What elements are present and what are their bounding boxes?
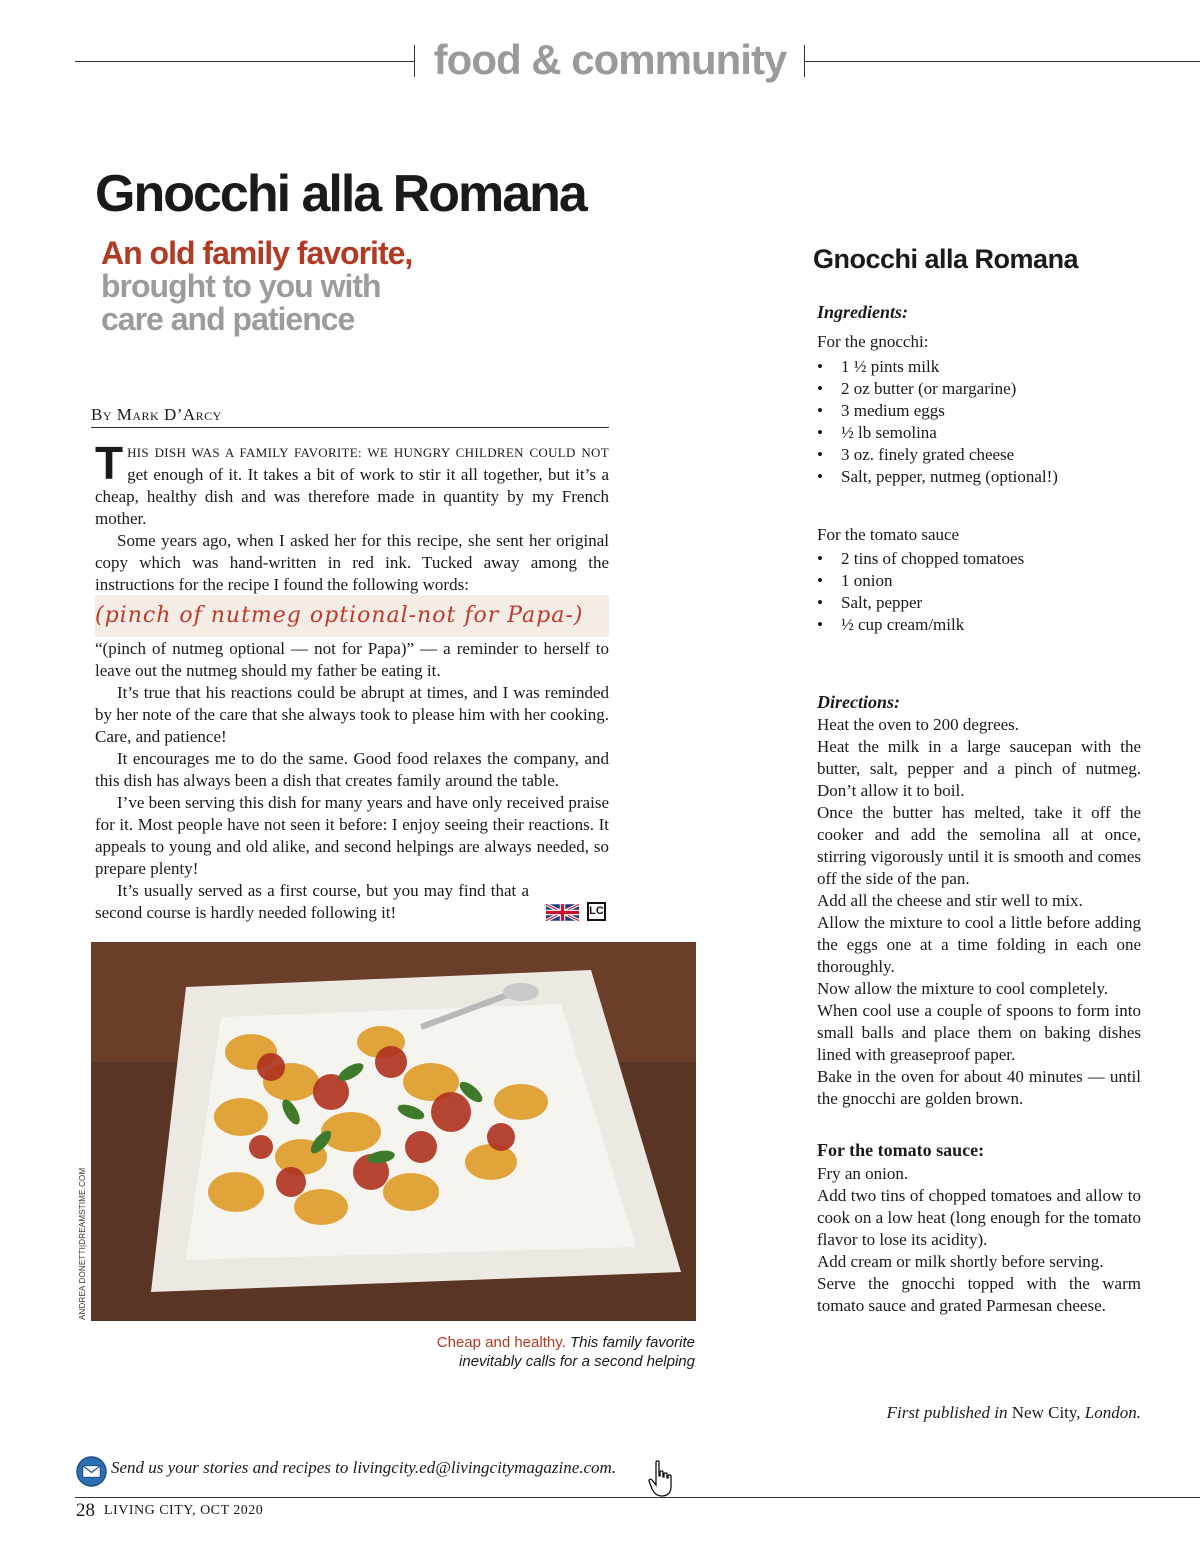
- gnocchi-label: For the gnocchi:: [817, 332, 929, 351]
- gnocchi-ingredients: [817, 356, 1058, 488]
- article-body-top: [95, 437, 609, 596]
- list-item: • Salt, pepper, nutmeg (optional!): [817, 466, 1058, 488]
- header-tick-left: [414, 45, 415, 77]
- footer-rule: [75, 1497, 1200, 1498]
- lead-in: HIS DISH WAS A FAMILY FAVORITE: WE HUNGRY CHILDREN COULD NOT: [127, 445, 609, 460]
- handwritten-note: (pinch of nutmeg optional-not for Papa-): [95, 595, 609, 637]
- send-stories-link[interactable]: Send us your stories and recipes to livingcity.ed@livingcitymagazine.com.: [111, 1458, 617, 1477]
- directions-list: [817, 714, 1141, 1110]
- direction-step: Allow the mixture to cool a little before adding the eggs one at a time folding in each one thoroughly.: [817, 913, 1141, 976]
- photo-credit: ANDREA DONETTI|DREAMSTIME.COM: [78, 1167, 87, 1320]
- direction-step: Now allow the mixture to cool completely.: [817, 979, 1109, 998]
- paragraph: [95, 437, 609, 530]
- byline: By Mark D’Arcy: [91, 405, 609, 428]
- published-note: [780, 1403, 1141, 1423]
- direction-step: Bake in the oven for about 40 minutes — until the gnocchi are golden brown.: [817, 1067, 1141, 1108]
- paragraph: It’s true that his reactions could be abrupt at times, and I was reminded by her note of the care that she always took to please him with her cooking. Care, and patience!: [95, 683, 609, 746]
- deck-line: An old family favorite,: [101, 235, 413, 271]
- paragraph: “(pinch of nutmeg optional — not for Papa)” — a reminder to herself to leave out the nutmeg should my father be eating it.: [95, 639, 609, 680]
- direction-step: Serve the gnocchi topped with the warm tomato sauce and grated Parmesan cheese.: [817, 1274, 1141, 1315]
- paragraph: I’ve been serving this dish for many years and have only received praise for it. Most people have not seen it before: I enjoy seeing their reactions. It appeals to young and old alike, and second helpings are always needed, so prepare plenty!: [95, 793, 609, 878]
- ingredients-heading: Ingredients:: [817, 302, 909, 322]
- header-rule-right: [805, 61, 1200, 62]
- magazine-issue: LIVING CITY, OCT 2020: [104, 1503, 264, 1518]
- list-item: • 2 tins of chopped tomatoes: [817, 548, 1024, 570]
- direction-step: Heat the oven to 200 degrees.: [817, 715, 1020, 734]
- paragraph-text: get enough of it. It takes a bit of work to stir it all together, but it’s a cheap, healthy dish and was therefore made in quantity by my French mother.: [95, 465, 609, 528]
- direction-step: Once the butter has melted, take it off the cooker and add the semolina all at once, stirring vigorously until it is smooth and comes off the side of the pan.: [817, 803, 1141, 888]
- deck-line: brought to you with: [101, 268, 381, 304]
- sauce-ingredients: [817, 548, 1024, 636]
- list-item: • Salt, pepper: [817, 592, 1024, 614]
- direction-step: Add all the cheese and stir well to mix.: [817, 891, 1083, 910]
- paragraph: It encourages me to do the same. Good food relaxes the company, and this dish has always been a dish that creates family around the table.: [95, 749, 609, 790]
- paragraph: Some years ago, when I asked her for this recipe, she sent her original copy which was hand-written in red ink. Tucked away among the instructions for the recipe I found the following words:: [95, 531, 609, 594]
- caption-text: This family favorite inevitably calls for a second helping: [459, 1334, 695, 1370]
- direction-step: Fry an onion.: [817, 1164, 909, 1183]
- caption-lead: Cheap and healthy.: [436, 1334, 566, 1351]
- paragraph: It’s usually served as a first course, but you may find that a second course is hardly needed following it!: [95, 881, 529, 922]
- hand-pointer-icon: [648, 1460, 674, 1498]
- list-item: • 3 medium eggs: [817, 400, 1058, 422]
- direction-step: Add cream or milk shortly before serving.: [817, 1252, 1104, 1271]
- section-title: food & community: [433, 36, 787, 83]
- sauce-label: For the tomato sauce: [817, 525, 960, 544]
- list-item: • 3 oz. finely grated cheese: [817, 444, 1058, 466]
- deck-line: care and patience: [101, 301, 355, 337]
- list-item: • 2 oz butter (or margarine): [817, 378, 1058, 400]
- drop-cap: T: [95, 437, 124, 489]
- list-item: • ½ cup cream/milk: [817, 614, 1024, 636]
- list-item: • ½ lb semolina: [817, 422, 1058, 444]
- recipe-title: Gnocchi alla Romana: [813, 244, 1079, 274]
- gnocchi-photo: [91, 942, 696, 1321]
- published-publication: New City,: [1011, 1403, 1081, 1422]
- photo-caption: [380, 1333, 695, 1371]
- directions-heading: Directions:: [817, 692, 900, 712]
- list-item: • 1 onion: [817, 570, 1024, 592]
- list-item: • 1 ½ pints milk: [817, 356, 1058, 378]
- article-title: Gnocchi alla Romana: [95, 165, 586, 223]
- envelope-icon[interactable]: [76, 1456, 107, 1487]
- published-city: London.: [1084, 1403, 1141, 1422]
- tomato-sauce-heading: For the tomato sauce:: [817, 1140, 985, 1160]
- tomato-steps: [817, 1163, 1141, 1317]
- article-body-bottom: [95, 638, 609, 924]
- header-rule-left: [75, 61, 414, 62]
- direction-step: Heat the milk in a large saucepan with the butter, salt, pepper and a pinch of nutmeg. Don’t allow it to boil.: [817, 737, 1141, 800]
- direction-step: Add two tins of chopped tomatoes and allow to cook on a low heat (long enough for the tomato flavor to lose its acidity).: [817, 1186, 1141, 1249]
- page-number: 28: [76, 1500, 95, 1521]
- direction-step: When cool use a couple of spoons to form into small balls and place them on baking dishes lined with greaseproof paper.: [817, 1001, 1141, 1064]
- published-prefix: First published in: [886, 1403, 1008, 1422]
- end-mark-icon: LC: [587, 902, 606, 921]
- uk-flag-icon: [546, 903, 579, 922]
